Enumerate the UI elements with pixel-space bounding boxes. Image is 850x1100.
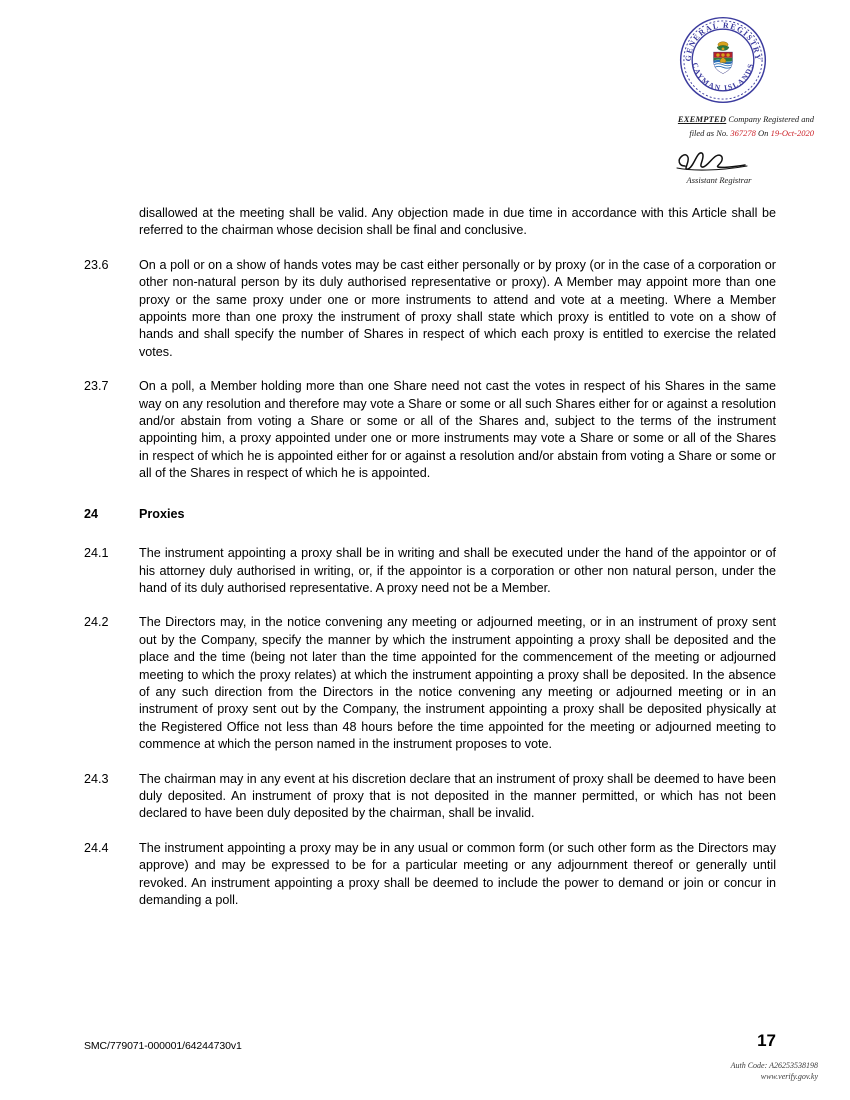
section-heading-proxies: [84, 506, 776, 523]
clause-24-1: [84, 545, 776, 597]
registration-stamp-text: [628, 112, 818, 140]
clause-number: 23.7: [84, 379, 109, 394]
clause-text: The instrument appointing a proxy shall be in writing and shall be executed under the hand of the appointor or of his attorney duly authorised in writing, or, if the appointor is a corporation or other non natural person, under the hand of its duly authorised representative. A proxy need not be a Member.: [139, 546, 776, 595]
clause-text: On a poll, a Member holding more than one Share need not cast the votes in respect of his Shares in the same way on any resolution and therefore may vote a Share or some or all such Shares either for or against a resolution and/or abstain from voting a Share or some or all of the Shares and, subject to the terms of the instrument appointing him, a proxy appointed under one or more instruments may vote a Share or some or all of the Shares in respect of which he is appointed either for or against a resolution and/or abstain from voting a Share or some or all of the Shares in respect of which he is appointed.: [139, 379, 776, 481]
clause-text: The instrument appointing a proxy may be in any usual or common form (or such other form as the Directors may approve) and may be expressed to be for a particular meeting or any adjournment thereof or generally until revoked. An instrument appointing a proxy shall be deemed to include the power to demand or join or concur in demanding a poll.: [139, 840, 776, 907]
filed-as-no-label: filed as No.: [689, 128, 731, 138]
paragraph-continuation: [84, 205, 776, 240]
exempted-label: EXEMPTED: [677, 114, 727, 124]
clause-number: 24.1: [84, 546, 109, 561]
page-number: 17: [757, 1031, 776, 1050]
on-label: On: [755, 128, 771, 138]
clause-24-3: [84, 771, 776, 823]
clause-23-6: [84, 257, 776, 361]
clause-number: 24.4: [84, 840, 109, 855]
section-number: 24: [84, 506, 99, 521]
clause-number: 23.6: [84, 257, 109, 272]
registrar-signature-block: [628, 148, 818, 185]
svg-text:CAYMAN ISLANDS: CAYMAN ISLANDS: [690, 61, 756, 93]
section-title: Proxies: [139, 506, 185, 521]
authentication-block: [731, 1060, 818, 1082]
handwritten-signature-icon: [671, 148, 767, 174]
clause-24-4: [84, 840, 776, 910]
document-body: [84, 205, 776, 926]
svg-text:GENERAL REGISTRY: GENERAL REGISTRY: [683, 20, 763, 62]
registry-stamp-block: [628, 14, 818, 185]
clause-number: 24.2: [84, 615, 109, 630]
document-reference: SMC/779071-000001/64244730v1: [84, 1040, 242, 1052]
clause-text: The Directors may, in the notice convening any meeting or adjourned meeting, or in an instrument of proxy sent out by the Company, specify the manner by which the instrument appointing a proxy shall be deposited and the place and the time (being not later than the time appointed for the commencement of the meeting or adjourned meeting to which the proxy relates) at which the instrument appointing a proxy shall be deposited. In the absence of any such direction from the Directors in the notice convening any meeting or adjourned meeting or in an instrument of proxy sent out by the Company, the instrument appointing a proxy shall be deposited physically at the Registered Office not less than 48 hours before the time appointed for the meeting or adjourned meeting to commence at which the person named in the instrument proposes to vote.: [139, 615, 776, 752]
assistant-registrar-label: Assistant Registrar: [686, 175, 752, 185]
clause-number: 24.3: [84, 771, 109, 786]
verify-url[interactable]: www.verify.gov.ky: [760, 1072, 818, 1081]
registered-and-label: Company Registered and: [726, 114, 814, 124]
general-registry-seal-icon: [677, 14, 769, 106]
clause-text: The chairman may in any event at his discretion declare that an instrument of proxy shall be deemed to have been duly deposited. An instrument of proxy that is not deposited in the manner permitted, or which has not been declared to have been duly deposited by the chairman, shall be invalid.: [139, 771, 776, 821]
clause-23-7: [84, 378, 776, 482]
registration-number: 367278: [730, 128, 756, 138]
clause-text: disallowed at the meeting shall be valid. Any objection made in due time in accordance with this Article shall be referred to the chairman whose decision shall be final and conclusive.: [139, 206, 776, 238]
registration-date: 19-Oct-2020: [770, 128, 814, 138]
clause-24-2: [84, 614, 776, 753]
auth-code: Auth Code: A26253538198: [730, 1061, 818, 1070]
clause-text: On a poll or on a show of hands votes may be cast either personally or by proxy (or in the case of a corporation or other non-natural person by its duly authorised representative or proxy). A Member may appoint more than one proxy or the same proxy under one or more instruments to attend and vote at a meeting. Where a Member appoints more than one proxy the instrument of proxy shall state which proxy is entitled to vote on a show of hands and shall specify the number of Shares in respect of which each proxy is entitled to exercise the related votes.: [139, 257, 776, 359]
